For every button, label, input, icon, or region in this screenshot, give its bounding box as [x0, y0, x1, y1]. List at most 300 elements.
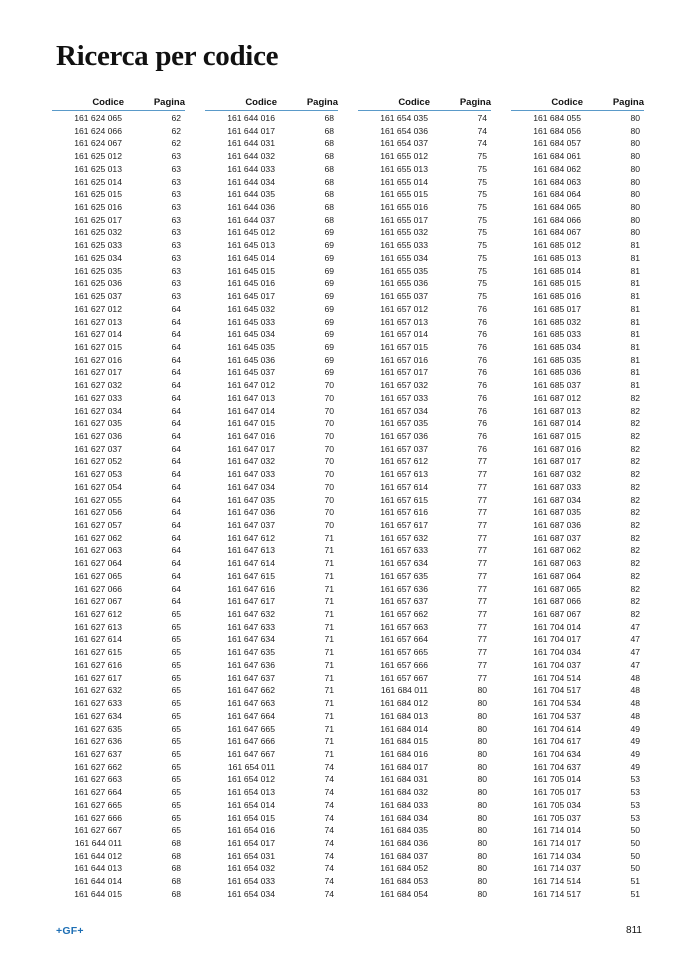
table-row	[358, 137, 491, 150]
page-reference: 76	[477, 354, 487, 365]
product-code: 161 685 013	[533, 252, 581, 263]
page-reference: 81	[630, 240, 640, 251]
product-code: 161 627 616	[74, 659, 122, 670]
page-reference: 71	[324, 672, 334, 683]
product-code: 161 647 036	[227, 507, 275, 518]
page-reference: 64	[171, 481, 181, 492]
page-reference: 82	[630, 545, 640, 556]
page-reference: 74	[324, 825, 334, 836]
page-reference: 70	[324, 507, 334, 518]
page-reference: 80	[630, 176, 640, 187]
table-row	[358, 621, 491, 634]
product-code: 161 657 036	[380, 430, 428, 441]
product-code: 161 687 065	[533, 583, 581, 594]
product-code: 161 704 034	[533, 647, 581, 658]
code-column-4	[511, 94, 644, 901]
table-row	[511, 290, 644, 303]
table-row	[511, 226, 644, 239]
product-code: 161 684 015	[380, 736, 428, 747]
table-row	[205, 137, 338, 150]
table-row	[511, 379, 644, 392]
table-row	[52, 125, 185, 138]
page-reference: 71	[324, 583, 334, 594]
table-row	[358, 405, 491, 418]
product-code: 161 684 067	[533, 227, 581, 238]
product-code: 161 685 014	[533, 265, 581, 276]
page-reference: 75	[477, 151, 487, 162]
product-code: 161 687 036	[533, 520, 581, 530]
page-reference: 77	[477, 583, 487, 594]
table-row	[52, 328, 185, 341]
page-reference: 68	[324, 202, 334, 213]
product-code: 161 625 014	[74, 176, 122, 187]
product-code: 161 655 012	[380, 151, 428, 162]
page-reference: 70	[324, 520, 334, 530]
product-code: 161 704 634	[533, 748, 581, 759]
product-code: 161 647 616	[227, 583, 275, 594]
product-code: 161 684 011	[380, 685, 428, 696]
product-code: 161 654 016	[227, 825, 275, 836]
page-reference: 65	[171, 647, 181, 658]
product-code: 161 624 066	[74, 125, 122, 136]
page-reference: 63	[171, 227, 181, 238]
table-row	[511, 799, 644, 812]
page-reference: 81	[630, 265, 640, 276]
product-code: 161 654 036	[380, 125, 428, 136]
table-row	[205, 862, 338, 875]
table-row	[358, 252, 491, 265]
page-reference: 80	[630, 189, 640, 200]
product-code: 161 684 054	[380, 888, 428, 899]
table-row	[52, 277, 185, 290]
product-code: 161 657 614	[380, 481, 428, 492]
page-reference: 76	[477, 316, 487, 327]
table-row	[205, 494, 338, 507]
product-code: 161 654 034	[227, 888, 275, 899]
product-code: 161 655 036	[380, 278, 428, 289]
table-row	[511, 455, 644, 468]
table-row	[205, 226, 338, 239]
table-row	[52, 252, 185, 265]
page-reference: 81	[630, 278, 640, 289]
table-row	[358, 277, 491, 290]
table-row	[52, 443, 185, 456]
page-reference: 74	[324, 812, 334, 823]
page-reference: 70	[324, 469, 334, 480]
product-code: 161 714 017	[533, 837, 581, 848]
product-code: 161 625 035	[74, 265, 122, 276]
page-reference: 64	[171, 380, 181, 391]
table-row	[358, 824, 491, 837]
table-row	[358, 188, 491, 201]
page-reference: 77	[477, 507, 487, 518]
column-header	[511, 94, 644, 111]
page-reference: 47	[630, 647, 640, 658]
page-reference: 81	[630, 291, 640, 302]
table-row	[205, 735, 338, 748]
table-row	[511, 735, 644, 748]
page-reference: 74	[324, 774, 334, 785]
table-row	[205, 405, 338, 418]
product-code: 161 687 017	[533, 456, 581, 467]
header-page-label: Pagina	[306, 97, 338, 108]
page-reference: 77	[477, 647, 487, 658]
table-row	[52, 112, 185, 125]
product-code: 161 644 011	[74, 837, 122, 848]
page-reference: 77	[477, 672, 487, 683]
page-reference: 63	[171, 214, 181, 225]
product-code: 161 687 012	[533, 392, 581, 403]
product-code: 161 627 665	[74, 799, 122, 810]
page-reference: 70	[324, 392, 334, 403]
page-reference: 81	[630, 341, 640, 352]
table-row	[205, 468, 338, 481]
page-reference: 82	[630, 392, 640, 403]
page-reference: 82	[630, 596, 640, 607]
product-code: 161 684 017	[380, 761, 428, 772]
table-row	[52, 214, 185, 227]
page-reference: 77	[477, 456, 487, 467]
table-row	[511, 112, 644, 125]
page-reference: 63	[171, 163, 181, 174]
page-reference: 71	[324, 621, 334, 632]
product-code: 161 704 637	[533, 761, 581, 772]
product-code: 161 714 034	[533, 850, 581, 861]
page-reference: 69	[324, 329, 334, 340]
page-reference: 48	[630, 698, 640, 709]
product-code: 161 704 014	[533, 621, 581, 632]
page-reference: 80	[477, 863, 487, 874]
product-code: 161 647 665	[227, 723, 275, 734]
table-row	[358, 773, 491, 786]
product-code: 161 657 013	[380, 316, 428, 327]
page-reference: 50	[630, 850, 640, 861]
page-reference: 80	[477, 876, 487, 887]
table-row	[205, 519, 338, 532]
page-reference: 47	[630, 659, 640, 670]
page-reference: 82	[630, 494, 640, 505]
table-row	[358, 455, 491, 468]
product-code: 161 657 616	[380, 507, 428, 518]
product-code: 161 647 034	[227, 481, 275, 492]
table-row	[205, 239, 338, 252]
table-row	[511, 532, 644, 545]
product-code: 161 687 064	[533, 570, 581, 581]
product-code: 161 685 032	[533, 316, 581, 327]
page-reference: 68	[324, 151, 334, 162]
page-reference: 77	[477, 532, 487, 543]
product-code: 161 657 034	[380, 405, 428, 416]
table-row	[205, 176, 338, 189]
product-code: 161 655 016	[380, 202, 428, 213]
product-code: 161 657 633	[380, 545, 428, 556]
table-row	[52, 608, 185, 621]
table-row	[511, 672, 644, 685]
product-code: 161 684 064	[533, 189, 581, 200]
page-reference: 74	[324, 799, 334, 810]
product-code: 161 627 666	[74, 812, 122, 823]
page-reference: 74	[477, 113, 487, 123]
page-reference: 80	[477, 774, 487, 785]
code-column-1	[52, 94, 185, 901]
table-row	[52, 786, 185, 799]
product-code: 161 657 617	[380, 520, 428, 530]
page-reference: 63	[171, 265, 181, 276]
product-code: 161 645 035	[227, 341, 275, 352]
product-code: 161 654 011	[227, 761, 275, 772]
page-reference: 75	[477, 265, 487, 276]
page-reference: 65	[171, 736, 181, 747]
table-row	[205, 875, 338, 888]
product-code: 161 627 052	[74, 456, 122, 467]
table-row	[511, 761, 644, 774]
page-reference: 69	[324, 303, 334, 314]
table-row	[358, 595, 491, 608]
table-row	[358, 176, 491, 189]
product-code: 161 657 613	[380, 469, 428, 480]
table-row	[205, 837, 338, 850]
product-code: 161 687 067	[533, 609, 581, 620]
product-code: 161 644 034	[227, 176, 275, 187]
table-row	[205, 888, 338, 901]
page-reference: 80	[630, 138, 640, 149]
table-row	[511, 646, 644, 659]
page-reference: 75	[477, 176, 487, 187]
page-reference: 63	[171, 151, 181, 162]
product-code: 161 687 015	[533, 430, 581, 441]
page-reference: 71	[324, 634, 334, 645]
page-reference: 70	[324, 443, 334, 454]
product-code: 161 647 013	[227, 392, 275, 403]
page-reference: 63	[171, 252, 181, 263]
product-code: 161 627 035	[74, 418, 122, 429]
page-reference: 80	[477, 685, 487, 696]
table-row	[52, 583, 185, 596]
table-row	[511, 443, 644, 456]
product-code: 161 687 013	[533, 405, 581, 416]
product-code: 161 657 637	[380, 596, 428, 607]
product-code: 161 627 017	[74, 367, 122, 378]
product-code: 161 625 033	[74, 240, 122, 251]
table-row	[52, 265, 185, 278]
table-row	[52, 773, 185, 786]
table-row	[358, 316, 491, 329]
page-reference: 81	[630, 316, 640, 327]
page-reference: 69	[324, 354, 334, 365]
table-row	[205, 773, 338, 786]
product-code: 161 625 032	[74, 227, 122, 238]
product-code: 161 627 662	[74, 761, 122, 772]
table-row	[52, 621, 185, 634]
table-row	[358, 646, 491, 659]
product-code: 161 627 617	[74, 672, 122, 683]
column-header	[358, 94, 491, 111]
table-row	[52, 163, 185, 176]
product-code: 161 647 615	[227, 570, 275, 581]
table-row	[511, 824, 644, 837]
table-row	[358, 468, 491, 481]
table-row	[511, 850, 644, 863]
page-reference: 82	[630, 469, 640, 480]
page-reference: 51	[630, 876, 640, 887]
page-reference: 64	[171, 316, 181, 327]
product-code: 161 687 066	[533, 596, 581, 607]
page-number: 811	[626, 925, 642, 936]
page-reference: 74	[477, 125, 487, 136]
product-code: 161 657 665	[380, 647, 428, 658]
table-row	[511, 252, 644, 265]
page-reference: 63	[171, 278, 181, 289]
product-code: 161 705 014	[533, 774, 581, 785]
page-reference: 77	[477, 609, 487, 620]
table-row	[205, 672, 338, 685]
code-column-2	[205, 94, 338, 901]
table-row	[52, 595, 185, 608]
table-row	[358, 748, 491, 761]
product-code: 161 684 032	[380, 787, 428, 798]
product-code: 161 647 634	[227, 634, 275, 645]
product-code: 161 645 014	[227, 252, 275, 263]
page-reference: 65	[171, 825, 181, 836]
table-row	[205, 112, 338, 125]
product-code: 161 647 664	[227, 710, 275, 721]
page-reference: 80	[477, 723, 487, 734]
product-code: 161 714 517	[533, 888, 581, 899]
table-row	[511, 583, 644, 596]
product-code: 161 704 517	[533, 685, 581, 696]
table-row	[205, 544, 338, 557]
product-code: 161 657 014	[380, 329, 428, 340]
product-code: 161 647 014	[227, 405, 275, 416]
table-row	[511, 748, 644, 761]
page-reference: 82	[630, 418, 640, 429]
page-reference: 63	[171, 176, 181, 187]
table-row	[511, 201, 644, 214]
page-reference: 69	[324, 227, 334, 238]
product-code: 161 654 014	[227, 799, 275, 810]
product-code: 161 627 063	[74, 545, 122, 556]
page-reference: 49	[630, 723, 640, 734]
table-row	[52, 633, 185, 646]
table-row	[511, 163, 644, 176]
product-code: 161 657 015	[380, 341, 428, 352]
page-reference: 76	[477, 430, 487, 441]
table-row	[358, 290, 491, 303]
page-reference: 62	[171, 113, 181, 123]
table-row	[358, 888, 491, 901]
table-row	[511, 557, 644, 570]
table-row	[511, 723, 644, 736]
product-code: 161 645 015	[227, 265, 275, 276]
page-reference: 71	[324, 558, 334, 569]
page-reference: 77	[477, 520, 487, 530]
table-row	[52, 405, 185, 418]
table-row	[205, 188, 338, 201]
table-row	[511, 468, 644, 481]
table-row	[358, 710, 491, 723]
page-reference: 53	[630, 812, 640, 823]
product-code: 161 684 061	[533, 151, 581, 162]
table-row	[52, 557, 185, 570]
table-row	[511, 277, 644, 290]
table-row	[52, 812, 185, 825]
product-code: 161 687 016	[533, 443, 581, 454]
table-row	[511, 621, 644, 634]
page-reference: 68	[324, 189, 334, 200]
page-reference: 77	[477, 659, 487, 670]
page-reference: 75	[477, 240, 487, 251]
page-reference: 68	[171, 876, 181, 887]
page-reference: 64	[171, 443, 181, 454]
page-reference: 71	[324, 659, 334, 670]
table-row	[52, 684, 185, 697]
product-code: 161 625 017	[74, 214, 122, 225]
table-row	[358, 862, 491, 875]
product-code: 161 654 032	[227, 863, 275, 874]
page-reference: 76	[477, 418, 487, 429]
product-code: 161 644 035	[227, 189, 275, 200]
page-reference: 81	[630, 367, 640, 378]
product-code: 161 687 033	[533, 481, 581, 492]
product-code: 161 655 037	[380, 291, 428, 302]
header-code-label: Codice	[551, 97, 583, 108]
table-row	[358, 417, 491, 430]
page-reference: 62	[171, 125, 181, 136]
page-reference: 80	[477, 812, 487, 823]
table-row	[511, 125, 644, 138]
table-row	[205, 455, 338, 468]
page-reference: 74	[324, 888, 334, 899]
table-row	[358, 735, 491, 748]
product-code: 161 647 037	[227, 520, 275, 530]
page-reference: 68	[324, 214, 334, 225]
table-row	[205, 354, 338, 367]
product-code: 161 684 012	[380, 698, 428, 709]
header-code-label: Codice	[398, 97, 430, 108]
page-reference: 77	[477, 570, 487, 581]
table-row	[52, 316, 185, 329]
table-row	[52, 417, 185, 430]
product-code: 161 627 054	[74, 481, 122, 492]
page-reference: 64	[171, 418, 181, 429]
product-code: 161 644 032	[227, 151, 275, 162]
page-reference: 69	[324, 240, 334, 251]
table-row	[52, 379, 185, 392]
product-code: 161 627 615	[74, 647, 122, 658]
product-code: 161 645 016	[227, 278, 275, 289]
table-row	[205, 277, 338, 290]
table-row	[511, 176, 644, 189]
product-code: 161 644 012	[74, 850, 122, 861]
table-row	[358, 430, 491, 443]
product-code: 161 627 066	[74, 583, 122, 594]
table-row	[205, 201, 338, 214]
page-reference: 48	[630, 685, 640, 696]
product-code: 161 644 016	[227, 113, 275, 123]
product-code: 161 684 035	[380, 825, 428, 836]
table-row	[52, 850, 185, 863]
page-reference: 75	[477, 252, 487, 263]
table-row	[52, 748, 185, 761]
product-code: 161 655 013	[380, 163, 428, 174]
table-row	[511, 366, 644, 379]
product-code: 161 644 015	[74, 888, 122, 899]
product-code: 161 704 534	[533, 698, 581, 709]
table-row	[358, 341, 491, 354]
product-code: 161 655 017	[380, 214, 428, 225]
product-code: 161 687 034	[533, 494, 581, 505]
product-code: 161 684 057	[533, 138, 581, 149]
